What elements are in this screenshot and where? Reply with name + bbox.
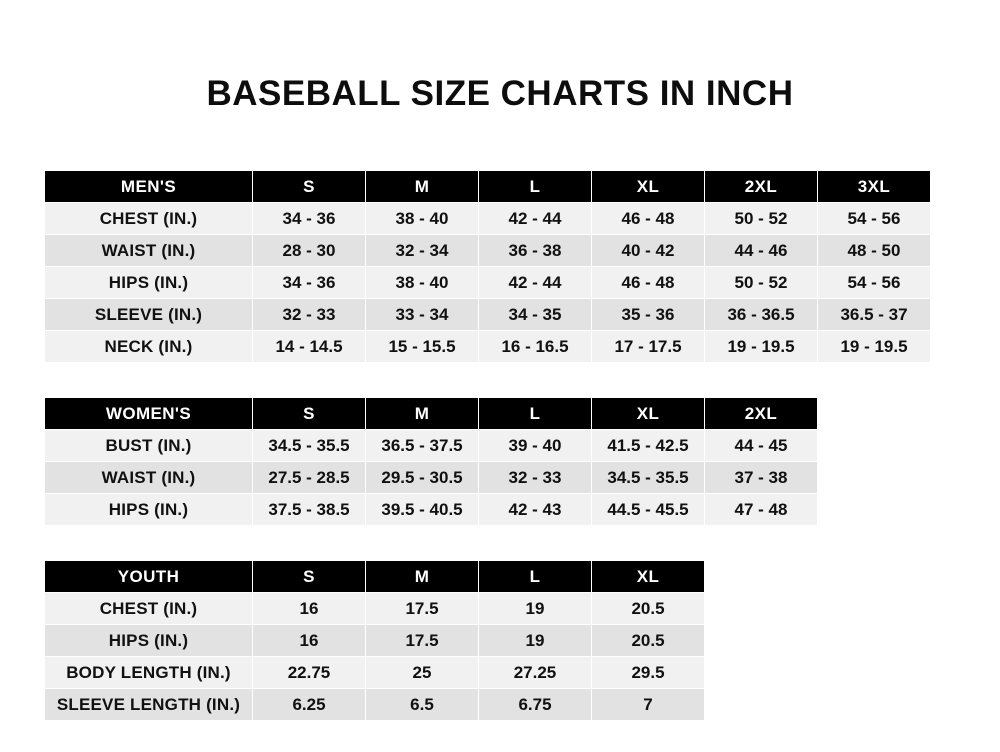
cell: 6.75 [479,689,592,721]
cell: 42 - 44 [479,267,592,299]
youth-header-l: L [479,561,592,593]
youth-header-m: M [366,561,479,593]
cell: 47 - 48 [705,494,818,526]
cell: 28 - 30 [253,235,366,267]
row-label: WAIST (IN.) [45,462,253,494]
cell: 34.5 - 35.5 [253,430,366,462]
cell: 16 - 16.5 [479,331,592,363]
cell: 6.5 [366,689,479,721]
cell: 20.5 [592,625,705,657]
cell: 27.25 [479,657,592,689]
row-label: BUST (IN.) [45,430,253,462]
cell: 36.5 - 37.5 [366,430,479,462]
cell: 32 - 33 [479,462,592,494]
cell: 35 - 36 [592,299,705,331]
cell: 15 - 15.5 [366,331,479,363]
youth-header-s: S [253,561,366,593]
table-header-row [45,398,818,430]
cell: 54 - 56 [818,267,931,299]
mens-header-l: L [479,171,592,203]
mens-header-m: M [366,171,479,203]
table-row [45,494,818,526]
cell: 19 - 19.5 [818,331,931,363]
tables-container [0,170,1000,721]
table-header-row [45,561,705,593]
cell: 41.5 - 42.5 [592,430,705,462]
cell: 6.25 [253,689,366,721]
mens-header-xl: XL [592,171,705,203]
table-row [45,267,931,299]
row-label: HIPS (IN.) [45,267,253,299]
cell: 42 - 43 [479,494,592,526]
cell: 7 [592,689,705,721]
cell: 42 - 44 [479,203,592,235]
cell: 44.5 - 45.5 [592,494,705,526]
cell: 33 - 34 [366,299,479,331]
cell: 16 [253,625,366,657]
cell: 36 - 36.5 [705,299,818,331]
womens-header-s: S [253,398,366,430]
womens-header-xl: XL [592,398,705,430]
cell: 27.5 - 28.5 [253,462,366,494]
table-row [45,430,818,462]
mens-header-s: S [253,171,366,203]
table-row [45,657,705,689]
cell: 44 - 46 [705,235,818,267]
cell: 34 - 36 [253,267,366,299]
cell: 36.5 - 37 [818,299,931,331]
table-row [45,331,931,363]
cell: 17 - 17.5 [592,331,705,363]
table-row [45,235,931,267]
cell: 54 - 56 [818,203,931,235]
row-label: SLEEVE LENGTH (IN.) [45,689,253,721]
youth-header-xl: XL [592,561,705,593]
table-row [45,299,931,331]
cell: 19 [479,593,592,625]
table-row [45,203,931,235]
cell: 46 - 48 [592,203,705,235]
cell: 38 - 40 [366,267,479,299]
cell: 25 [366,657,479,689]
mens-header-2xl: 2XL [705,171,818,203]
table-header-row [45,171,931,203]
table-row [45,625,705,657]
womens-header-2xl: 2XL [705,398,818,430]
cell: 50 - 52 [705,203,818,235]
mens-header-category: MEN'S [45,171,253,203]
cell: 34 - 36 [253,203,366,235]
youth-header-category: YOUTH [45,561,253,593]
cell: 34 - 35 [479,299,592,331]
page-title: BASEBALL SIZE CHARTS IN INCH [206,74,794,113]
row-label: SLEEVE (IN.) [45,299,253,331]
table-row [45,593,705,625]
youth-table-head [45,561,705,593]
row-label: WAIST (IN.) [45,235,253,267]
cell: 19 - 19.5 [705,331,818,363]
table-row [45,462,818,494]
womens-header-l: L [479,398,592,430]
mens-header-3xl: 3XL [818,171,931,203]
cell: 17.5 [366,625,479,657]
youth-table-body [45,593,705,721]
womens-header-category: WOMEN'S [45,398,253,430]
cell: 32 - 34 [366,235,479,267]
cell: 17.5 [366,593,479,625]
cell: 29.5 [592,657,705,689]
cell: 19 [479,625,592,657]
youth-size-table [44,560,705,721]
row-label: CHEST (IN.) [45,593,253,625]
cell: 38 - 40 [366,203,479,235]
cell: 37.5 - 38.5 [253,494,366,526]
cell: 32 - 33 [253,299,366,331]
womens-header-m: M [366,398,479,430]
cell: 50 - 52 [705,267,818,299]
mens-size-table [44,170,931,363]
cell: 40 - 42 [592,235,705,267]
cell: 48 - 50 [818,235,931,267]
cell: 22.75 [253,657,366,689]
cell: 20.5 [592,593,705,625]
mens-table-body [45,203,931,363]
row-label: HIPS (IN.) [45,625,253,657]
cell: 34.5 - 35.5 [592,462,705,494]
womens-table-body [45,430,818,526]
cell: 36 - 38 [479,235,592,267]
row-label: BODY LENGTH (IN.) [45,657,253,689]
table-row [45,689,705,721]
womens-table-head [45,398,818,430]
row-label: CHEST (IN.) [45,203,253,235]
cell: 37 - 38 [705,462,818,494]
mens-table-head [45,171,931,203]
cell: 29.5 - 30.5 [366,462,479,494]
cell: 46 - 48 [592,267,705,299]
row-label: HIPS (IN.) [45,494,253,526]
cell: 44 - 45 [705,430,818,462]
cell: 16 [253,593,366,625]
womens-size-table [44,397,818,526]
cell: 14 - 14.5 [253,331,366,363]
cell: 39.5 - 40.5 [366,494,479,526]
cell: 39 - 40 [479,430,592,462]
row-label: NECK (IN.) [45,331,253,363]
